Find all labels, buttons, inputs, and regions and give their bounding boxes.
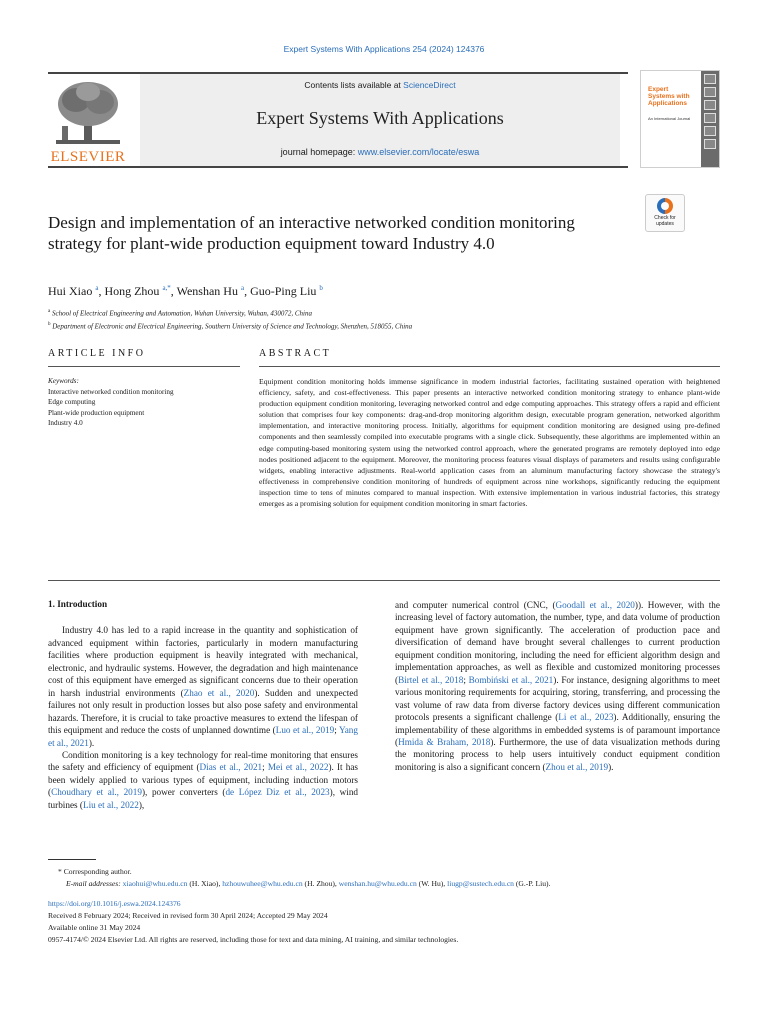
abstract-heading: ABSTRACT [259,348,332,359]
body-text: ; [463,674,469,685]
body-text: ). Additionally, ensuring the implementability of these algorithms in embedded systems is of paramount importance ( [395,712,721,747]
cover-thumb [704,74,716,84]
body-text: Industry 4.0 has led to a rapid increase in the quantity and sophistication of advanced equipment within factories, particularly in modern manufacturing facilities where production equipment is heavily integrated with mechanical, electronic, and hydraulic systems. However, the degradation and high maintenance cost of this equipment have emerged as significant concerns due to their operation in harsh industrial environments ( [48,625,358,698]
email-addresses [66,878,720,890]
article-info-heading: ARTICLE INFO [48,348,146,359]
body-text: and computer numerical control (CNC, ( [395,600,556,610]
check-updates-line1: Check for [654,215,676,221]
check-updates-line2: updates [656,220,674,227]
check-for-updates-button[interactable] [645,194,685,232]
affiliation-marker: a [48,309,51,314]
journal-cover-thumbnail[interactable] [640,70,720,168]
author-affiliation-marker[interactable]: a [95,284,99,292]
divider [48,366,240,367]
footnotes [58,866,720,891]
doi-link[interactable]: https://doi.org/10.1016/j.eswa.2024.124376 [48,899,181,908]
citation-link[interactable]: Liu et al., 2022 [82,799,139,810]
publication-info [48,898,720,946]
email-link[interactable]: wenshan.hu@whu.edu.cn [338,879,417,889]
body-text: ), wind turbines ( [48,787,359,810]
cover-subtitle: An International Journal [648,116,691,121]
keyword: Interactive networked condition monitoring [48,387,174,396]
citation-link[interactable]: Luo et al., 2019 [275,725,335,736]
contents-prefix: Contents lists available at [304,80,404,90]
author-list: Hui Xiao $^a$, Hong Zhou $^{a,*}$, Wenshan Hu $^a$, Guo-Ping Liu $^b$ [48,284,323,298]
publisher-name: ELSEVIER [50,149,126,165]
email-owner: (H. Xiao), [187,879,223,889]
journal-homepage-link[interactable]: www.elsevier.com/locate/eswa [357,147,480,157]
citation-link[interactable]: Goodall et al., 2020 [555,600,635,610]
body-text: ). For instance, designing algorithms to meet various monitoring requirements for acquiring, storing, transferring, and processing the vast volume of raw data from diverse factory devices using different communication protocols presents a significant challenge ( [395,674,721,723]
body-text: ). It has been widely applied to various types of equipment, including induction motors ( [48,762,359,798]
corresponding-author-note: * Corresponding author. [58,867,132,876]
cover-thumb [704,100,716,110]
keyword: Industry 4.0 [48,419,83,428]
body-text: Condition monitoring is a key technology for real-time monitoring that ensures the safety and efficiency of equipment ( [48,749,358,773]
keyword: Plant-wide production equipment [48,408,145,417]
email-link[interactable]: liugp@sustech.edu.cn [447,879,514,889]
citation-link[interactable]: Birtel et al., 2018 [398,674,464,685]
body-paragraph [48,749,358,811]
publisher-logo [48,78,128,164]
tree-icon [48,78,128,148]
cover-page [644,74,700,164]
affiliations [48,306,412,333]
author-affiliation-marker[interactable]: b [319,284,323,292]
body-paragraph [395,599,720,773]
cover-image-strip [701,71,719,167]
citation-link[interactable]: de López Diz et al., 2023 [225,787,330,798]
affiliation-text: School of Electrical Engineering and Automation, Wuhan University, Wuhan, 430072, China [50,309,312,318]
body-text: ). [88,737,95,748]
citation-link[interactable]: Dias et al., 2021 [199,762,263,773]
citation-link[interactable]: Li et al., 2023 [558,712,614,723]
article-title: Design and implementation of an interactive networked condition monitoring strategy for plant-wide production equipment toward Industry 4.0 [48,213,575,253]
cover-thumb [704,139,716,149]
affiliation-text: Department of Electronic and Electrical Engineering, Southern University of Science and Technology, Shenzhen, 518055, China [50,322,413,331]
cover-thumb [704,87,716,97]
email-owner: (G.-P. Liu). [513,879,551,889]
body-text: ; [262,762,268,773]
check-updates-icon [657,198,673,214]
author-affiliation-marker[interactable]: a [240,284,245,292]
email-label: E-mail addresses: [66,879,123,889]
citation-link[interactable]: Choudhary et al., 2019 [51,787,142,798]
journal-title: Expert Systems With Applications [256,108,504,128]
body-text: )). However, with the increasing level of factory automation, the number, type, and data volume of production equipment have grown significantly. The acceleration of production pace and diversification of demand have brought several challenges to current production equipment condition monitoring, including the need for efficient algorithm design and implementation approaches, as well as flexible and customized monitoring processes ( [395,600,720,685]
footnote-divider [48,859,96,860]
copyright-notice: 0957-4174/© 2024 Elsevier Ltd. All rights are reserved, including those for text and data mining, AI training, and similar technologies. [48,934,459,944]
body-text: ). [608,761,614,772]
author-name[interactable]: Guo-Ping Liu [250,284,320,298]
homepage-line [140,147,620,157]
affiliation-marker: b [48,322,51,328]
sciencedirect-link[interactable]: ScienceDirect [403,80,456,90]
email-owner: (H. Zhou), [302,879,339,889]
contents-line [140,80,620,90]
body-paragraph [48,624,358,749]
cover-thumb [704,113,716,123]
body-column-left [48,598,358,811]
email-owner: (W. Hu), [416,879,448,889]
available-online: Available online 31 May 2024 [48,922,141,932]
author-name[interactable]: Hui Xiao [48,284,96,298]
homepage-prefix: journal homepage: [280,147,358,157]
email-link[interactable]: hzhouwuhee@whu.edu.cn [222,879,303,889]
author-affiliation-marker[interactable]: a,* [162,284,171,292]
email-link[interactable]: xiaohui@whu.edu.cn [122,879,188,889]
body-text: ). Sudden and unexpected failures not only result in production losses but also pose safety and environmental hazards. Therefore, it is crucial to take proactive measures to extend the lifespan of this equipment and reduce the costs of unplanned downtime ( [48,687,358,736]
body-column-right [395,599,720,773]
citation-link[interactable]: Mei et al., 2022 [267,762,329,773]
affiliation [48,319,412,332]
body-text: ; [334,725,340,736]
journal-header [140,74,620,166]
body-text: ), power converters ( [141,787,226,798]
cover-thumb [704,126,716,136]
citation-link[interactable]: Zhou et al., 2019 [545,761,609,772]
cover-title: Expert Systems with Applications [648,86,690,107]
divider [48,580,720,581]
keyword: Edge computing [48,398,96,407]
keywords-block [48,376,240,429]
keywords-label: Keywords: [48,377,79,385]
divider [259,366,720,367]
running-head[interactable]: Expert Systems With Applications 254 (2024) 124376 [283,44,485,54]
citation-link[interactable]: Zhao et al., 2020 [183,687,255,698]
body-text: ), [138,799,145,810]
section-title: 1. Introduction [48,599,108,609]
body-text: ). Furthermore, the use of data visualization methods during the monitoring process to help users intuitively conduct equipment condition monitoring is also a significant concern ( [395,736,720,772]
citation-link[interactable]: Hmida & Braham, 2018 [398,736,491,747]
citation-link[interactable]: Yang et al., 2021 [48,725,358,748]
author-name[interactable]: Hong Zhou [104,284,163,298]
received-dates: Received 8 February 2024; Received in revised form 30 April 2024; Accepted 29 May 2024 [48,910,328,920]
citation-link[interactable]: Bombiński et al., 2021 [468,674,554,685]
abstract-text: Equipment condition monitoring holds immense significance in modern industrial factories, facilitating sustained operation with heightened efficiency, safety, and cost-effectiveness. This paper presents an interactive networked condition monitoring strategy to enhance plant-wide production equipment condition monitoring, leveraging networked control and edge computing approaches. This strategy offers a rapid and efficient solution that comprises four key components: drag-and-drop monitoring algorithm design, executable program generation, networked algorithm implementation, and interactive monitoring process. Initially, algorithms for equipment condition monitoring are designed using pre-defined components and then seamlessly compiled into executable programs with a single click. Subsequently, these algorithms are implemented within an edge computing-based monitoring system using the networked control approach, where the generated programs are remotely deployed into edge nodes positioned adjacent to the equipment. Moreover, the monitoring process features visual displays of parameters and results using configurable widgets, enabling interactive adjustments. Real-world application cases from an aluminum manufacturing factory showcase the strategy's effectiveness in comprehensive condition monitoring of hundreds of equipment across nine workshops, significantly reducing the equipment inspection time to tens of minutes compared to manual inspection. With extensive implementation in various industrial factories, this strategy emerges as a promising solution for equipment condition monitoring in smart factories. [259,377,720,509]
author-name[interactable]: Wenshan Hu [176,284,241,298]
affiliation [48,306,412,319]
